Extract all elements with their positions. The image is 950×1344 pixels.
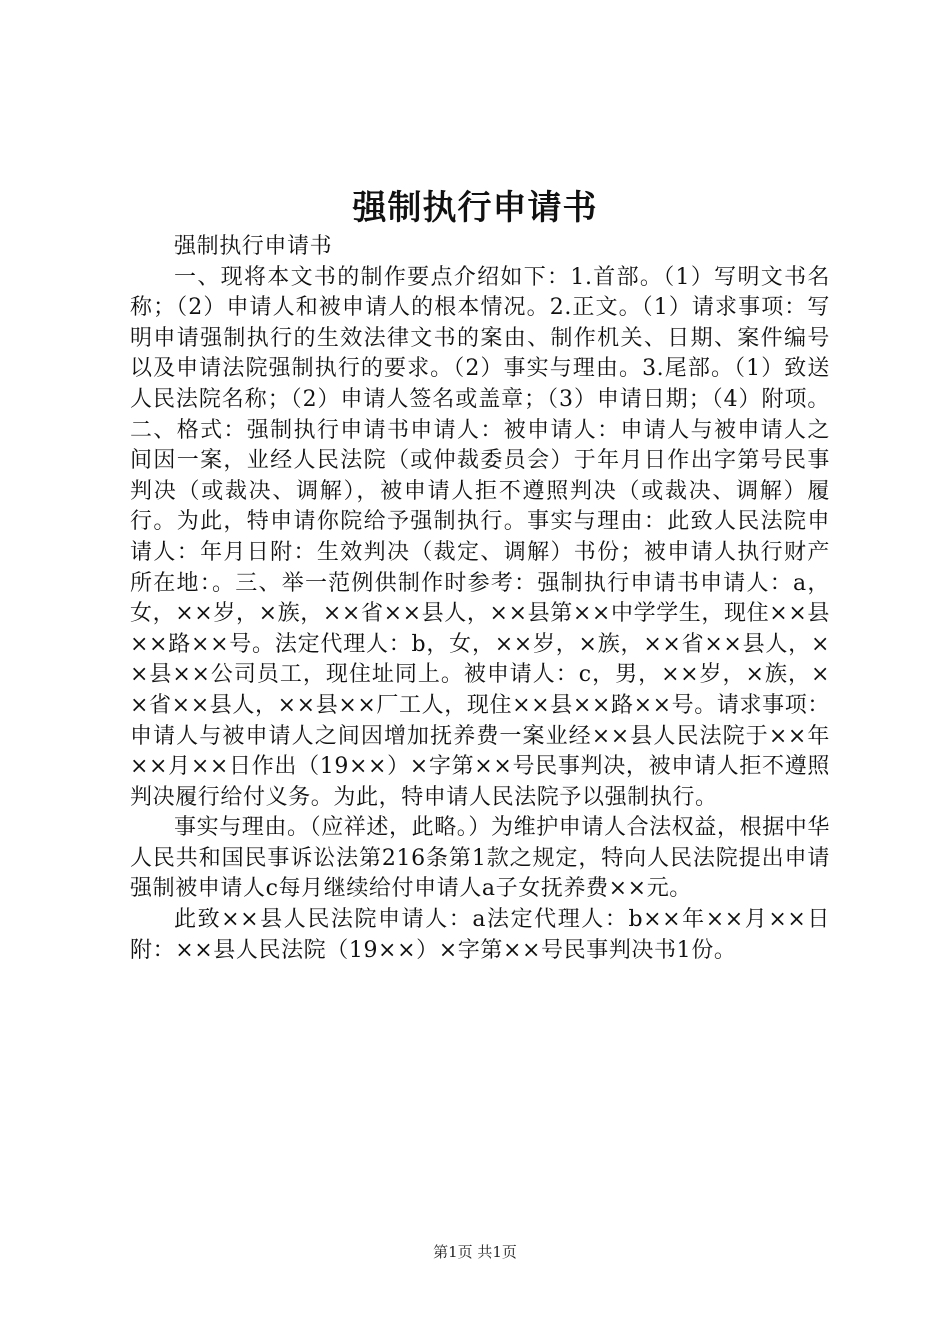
paragraph-main: 一、现将本文书的制作要点介绍如下：1.首部。（1）写明文书名称；（2）申请人和被申请人的根本情况。2.正文。（1）请求事项：写明申请强制执行的生效法律文书的案由、制作机关、日期、案件编号以及申请法院强制执行的要求。（2）事实与理由。3.尾部。（1）致送人民法院名称；（2）申请人签名或盖章；（3）申请日期；（4）附项。二、格式：强制执行申请书申请人：被申请人：申请人与被申请人之间因一案，业经人民法院（或仲裁委员会）于年月日作出字第号民事判决（或裁决、调解），被申请人拒不遵照判决（或裁决、调解）履行。为此，特申请你院给予强制执行。事实与理由：此致人民法院申请人：年月日附：生效判决（裁定、调解）书份；被申请人执行财产所在地：。三、举一范例供制作时参考：强制执行申请书申请人：a，女，××岁，×族，××省××县人，××县第××中学学生，现住××县××路××号。法定代理人：b，女，××岁，×族，××省××县人，××县××公司员工，现住址同上。被申请人：c，男，××岁，×族，××省××县人，××县××厂工人，现住××县××路××号。请求事项：申请人与被申请人之间因增加抚养费一案业经××县人民法院于××年××月××日作出（19××）×字第××号民事判决，被申请人拒不遵照判决履行给付义务。为此，特申请人民法院予以强制执行。 [130,264,830,810]
page-footer: 第1页 共1页 [433,1243,517,1261]
paragraph-facts: 事实与理由。（应祥述，此略。）为维护申请人合法权益，根据中华人民共和国民事诉讼法第216条第1款之规定，特向人民法院提出申请强制被申请人c每月继续给付申请人a子女抚养费××元。 [130,815,831,902]
document-body [130,232,830,966]
paragraph-subtitle: 强制执行申请书 [174,234,333,259]
document-title: 强制执行申请书 [352,188,598,228]
paragraph-closing: 此致××县人民法院申请人：a法定代理人：b××年××月××日附：××县人民法院（19××）×字第××号民事判决书1份。 [130,907,830,963]
